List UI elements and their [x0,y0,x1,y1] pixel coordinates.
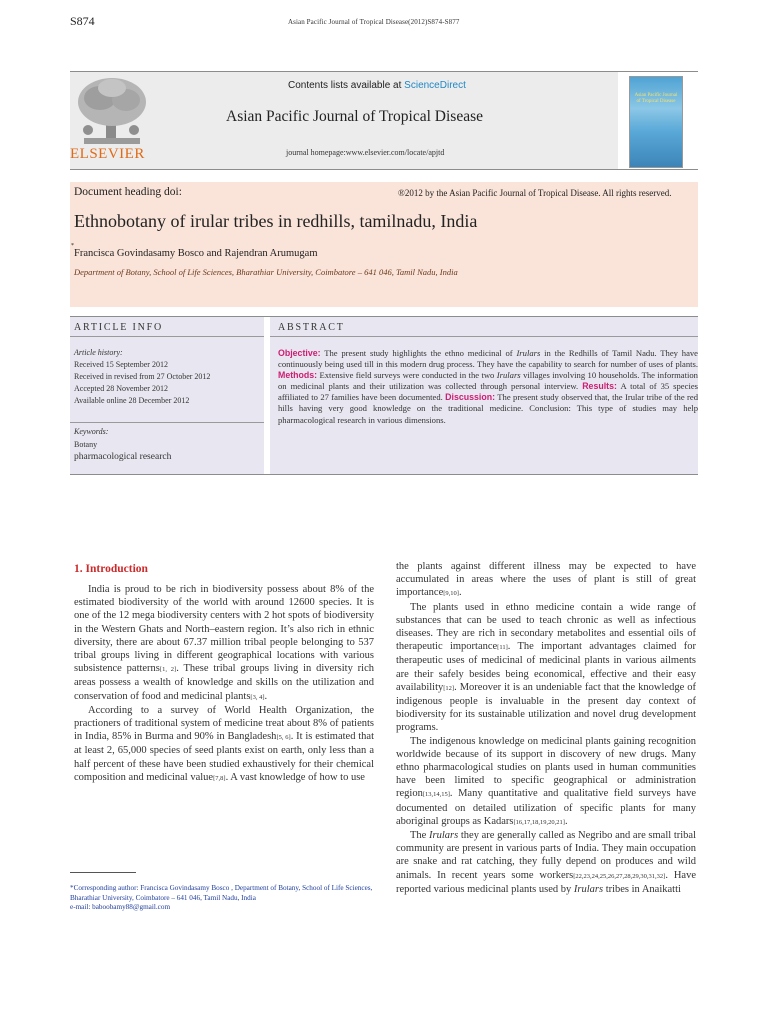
publisher-wordmark: ELSEVIER [70,146,145,162]
article-info-heading: ARTICLE INFO [74,322,164,333]
text-run: . [264,690,268,702]
sciencedirect-link[interactable]: ScienceDirect [404,80,466,91]
text-run: The indigenous knowledge on medicinal plants gaining recognition worldwide because of its support in discovery of new drugs. Many ethno pharmacological studies on plants used in human communities have been limited to specific geographical or administration region [396,735,696,800]
text-run: . It is estimated that at least 2, 65,000 species of seed plants exist on earth, only less than a half percent of these have been studied exhaustively for their chemical composition and medicinal value [74,731,374,783]
citation-link[interactable]: [5, 6] [276,734,291,742]
text-run: The [410,830,429,842]
citation-link[interactable]: [7,8] [213,774,226,782]
abstract-text [278,348,698,426]
text-run: The plants used in ethno medicine contain a wide range of substances that can be used to teach chronic as well as infectious diseases. They are rich in secondary metabolites and essential oils of therapeutic importance [396,601,696,653]
paragraph [396,601,696,735]
abstract-discussion-label: Discussion: [445,392,496,403]
footnote-label: *Corresponding author: [70,884,141,892]
irulars-term: Irulars [429,830,459,842]
corresponding-author-footnote [70,884,376,913]
contents-availability [288,80,466,91]
abstract-head-rule [270,336,698,337]
citation-link[interactable]: [1, 2] [159,666,177,674]
page-number: S874 [70,14,95,28]
abstract-methods-text-2: villages involving 10 households. The information on medicinal plants and their utilization was collected through personal interview. [278,370,698,392]
title-block [70,182,698,307]
contents-prefix: Contents lists available at [288,80,405,91]
citation-link[interactable]: [3, 4] [250,693,265,701]
article-info-head-rule [70,336,264,337]
text-run: . [458,587,462,599]
abstract-discussion-text: The present study observed that, the Irular tribe of the red hills having very good knowledge on the traditional medicine. Conclusion: This type of studies may help pharmacological research in various dimensions. [278,392,699,425]
author-affiliation: Department of Botany, School of Life Sciences, Bharathiar University, Coimbatore – 641 046, Tamil Nadu, India [74,267,458,277]
body-column-left [74,583,374,785]
citation-link[interactable]: [16,17,18,19,20,21] [513,818,565,826]
running-head: Asian Pacific Journal of Tropical Disease(2012)S874-S877 [288,18,460,26]
section-heading-introduction: 1. Introduction [74,563,148,575]
paragraph [74,704,374,785]
paragraph [74,583,374,704]
keyword-item: Botany [74,440,98,449]
abstract-objective-label: Objective: [278,348,321,358]
citation-link[interactable]: [9,10] [443,590,459,598]
history-received: Received 15 September 2012 [74,360,168,369]
paragraph [396,560,696,601]
text-run: According to a survey of World Health Organization, the practioners of traditional system of medicine treat about 8% of patients in India, 85% in Burma and 90% in Bangladesh [74,704,374,743]
text-run: they are generally called as Negribo and are small tribal community are present in various parts of India. They main occupation are snake and rat catching, they fully depend on produces and wild animals. In recent years some workers [396,830,696,881]
author-list: Francisca Govindasamy Bosco and Rajendran Arumugam [74,248,318,259]
history-accepted: Accepted 28 November 2012 [74,384,168,393]
cover-title: Asian Pacific Journal of Tropical Disease [634,93,678,104]
abstract-objective-text: The present study highlights the ethno medicinal of [320,348,517,358]
text-run: . Moreover it is an undeniable fact that the knowledge of indigenous people is invaluable in the present day context of biodiversity for its sustainable utilization and novel drug development programs. [396,681,696,734]
irulars-term: Irulars [573,883,604,895]
article-title: Ethnobotany of irular tribes in redhills, tamilnadu, India [74,211,478,231]
text-run: . These tribal groups living in diversity rich areas possess a wealth of knowledge and skills on the utilization and conservation of food and medicinal plants [74,663,374,702]
history-revised: Received in revised from 27 October 2012 [74,372,211,381]
paragraph [396,735,696,829]
text-run: . [564,815,568,827]
text-run: . Have reported various medicinal plants used by [396,869,696,895]
abstract-objective-text-2: in the Redhills of Tamil Nadu. They have continuously being used till in this modern drug process. They have the capability to search for number of uses of plants. [278,348,698,370]
text-run: India is proud to be rich in biodiversity possess about 8% of the estimated biodiversity of the world with around 12600 species. It is one of the 12 mega biodiversity centers with 2 hot spots of biodiversity in the Western Ghats and North–eastern region. It’s also rich in ethnic diversity, there are about 67.37 million tribal people belonging to 537 tribal groups living in different geographical locations with various subsistence patterns [74,584,374,675]
keywords-label: Keywords: [74,427,109,436]
masthead-top-rule [70,71,698,72]
text-run: . The important advantages claimed for therapeutic uses of medicinal of medicinal plants in various ailments are their safely besides being economical, effective and their easy availability [396,641,696,693]
irulars-term: Irulars [496,370,521,381]
masthead-bottom-rule [70,169,698,170]
keywords-divider [70,422,264,423]
irulars-term: Irulars [516,348,541,358]
journal-cover-thumbnail [629,76,683,168]
history-label: Article history: [74,348,123,357]
text-run: . Many quantitative and qualitative field surveys have documented on detailed utilization of specific plants for many aboriginal groups as Kadars [396,788,696,827]
citation-link[interactable]: [22,23,24,25,26,27,28,29,30,31,32] [573,872,666,880]
journal-title: Asian Pacific Journal of Tropical Disease [226,108,483,125]
copyright-notice: ®2012 by the Asian Pacific Journal of Tropical Disease. All rights reserved. [398,188,672,198]
abstract-results-label: Results: [582,381,617,392]
history-online: Available online 28 December 2012 [74,396,190,405]
abstract-methods-label: Methods: [278,370,318,381]
citation-link[interactable]: [11] [497,644,508,652]
footnote-text: Francisca Govindasamy Bosco , Department of Botany, School of Life Sciences, Bharathiar University, Coimbatore – 641 046, Tamil Nadu, India [70,884,373,902]
text-run: . A vast knowledge of how to use [225,771,365,783]
journal-homepage-link[interactable]: journal homepage:www.elsevier.com/locate/apjtd [286,148,445,157]
abstract-results-text: A total of 35 species affiliated to 27 families have been documented. [278,381,698,403]
corresponding-author-mark: * [71,243,74,249]
footnote-rule [70,872,136,873]
doi-label: Document heading doi: [74,186,182,198]
footnote-email-link[interactable]: e-mail: baboobamy88@gmail.com [70,903,171,912]
abstract-heading: ABSTRACT [278,322,345,333]
keyword-item: pharmacological research [74,452,172,462]
text-run: the plants against different illness may be expected to have accumulated in areas where the uses of plant is still of great importance [396,561,696,599]
citation-link[interactable]: [13,14,15] [422,791,450,799]
abstract-methods-text: Extensive field surveys were conducted in the two [317,370,497,381]
text-run: tribes in Anaikatti [603,883,681,895]
info-bottom-rule [70,474,698,475]
citation-link[interactable]: [12] [443,684,455,692]
body-column-right [396,560,696,896]
paragraph [396,829,696,896]
